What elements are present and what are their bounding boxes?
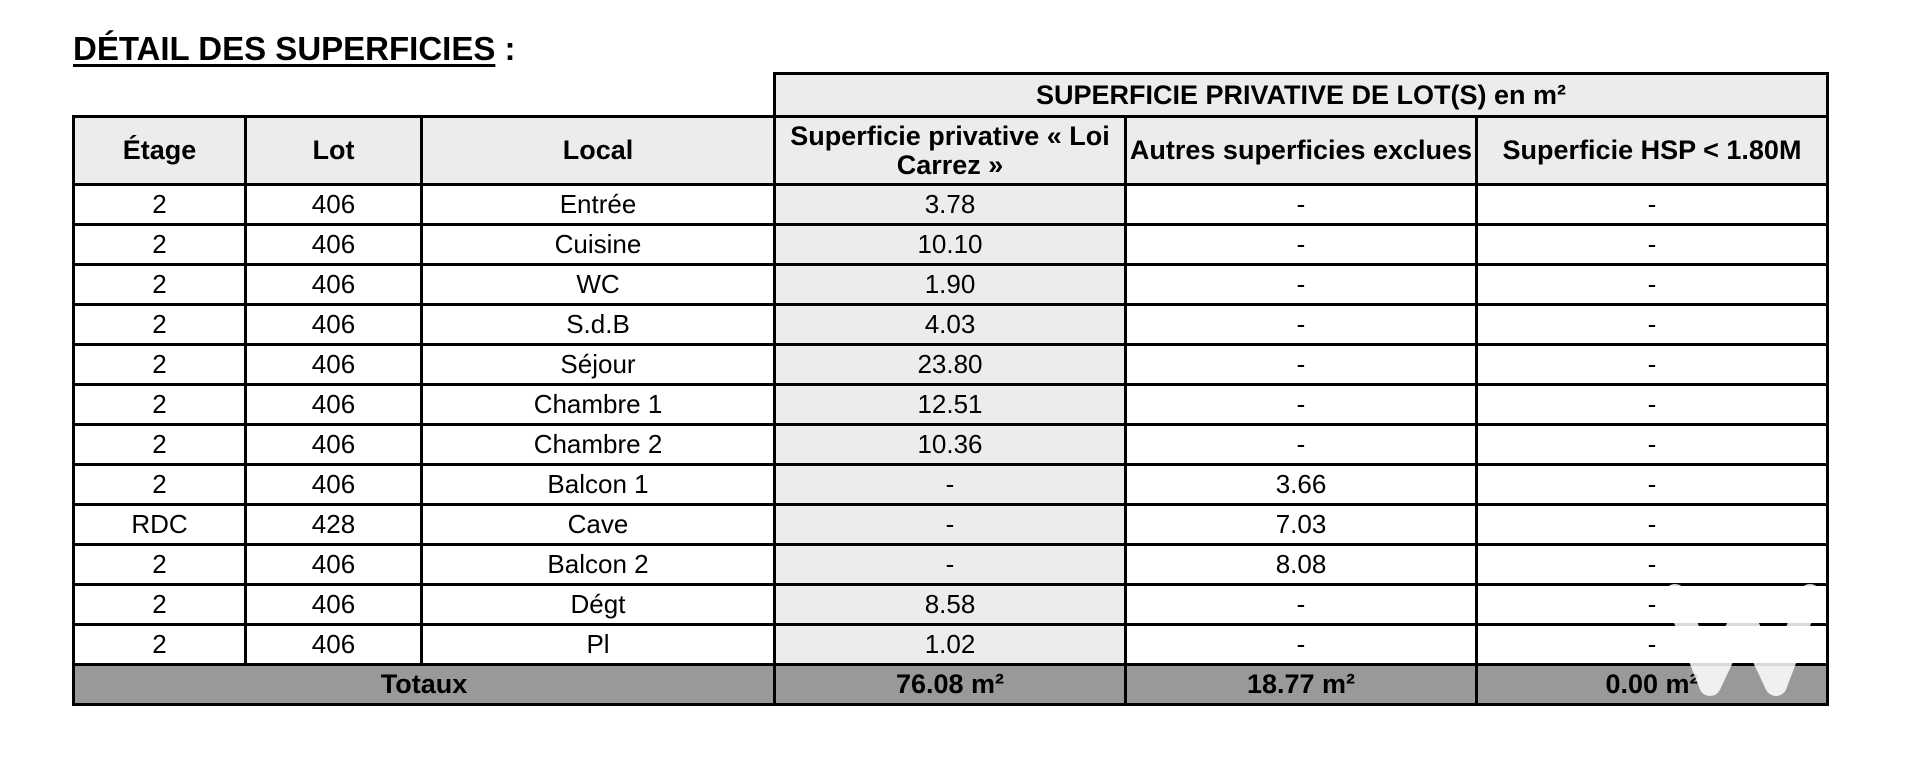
cell-local: WC [422,265,775,305]
group-header-row [74,74,1828,117]
cell-hsp: - [1477,225,1828,265]
cell-carrez: 3.78 [775,185,1126,225]
cell-carrez: 1.90 [775,265,1126,305]
cell-hsp: - [1477,385,1828,425]
cell-autres: - [1126,625,1477,665]
cell-hsp: - [1477,425,1828,465]
cell-autres: - [1126,385,1477,425]
cell-carrez: 4.03 [775,305,1126,345]
cell-etage: 2 [74,425,246,465]
cell-local: Balcon 1 [422,465,775,505]
cell-carrez: - [775,505,1126,545]
cell-autres: - [1126,185,1477,225]
cell-hsp: - [1477,625,1828,665]
cell-hsp: - [1477,545,1828,585]
table-row [74,345,1828,385]
column-header-local: Local [422,117,775,185]
cell-hsp: - [1477,185,1828,225]
table-row [74,505,1828,545]
table-row [74,465,1828,505]
document-title [73,30,516,68]
cell-hsp: - [1477,585,1828,625]
cell-local: Entrée [422,185,775,225]
cell-hsp: - [1477,305,1828,345]
cell-hsp: - [1477,505,1828,545]
cell-etage: 2 [74,305,246,345]
cell-local: Dégt [422,585,775,625]
table-row [74,585,1828,625]
cell-carrez: 23.80 [775,345,1126,385]
cell-local: Pl [422,625,775,665]
cell-autres: 8.08 [1126,545,1477,585]
table-row [74,385,1828,425]
cell-hsp: - [1477,465,1828,505]
table-row [74,625,1828,665]
cell-lot: 406 [246,345,422,385]
group-header-spacer [74,74,775,117]
total-hsp: 0.00 m² [1477,665,1828,705]
column-header-lot: Lot [246,117,422,185]
title-suffix: : [495,30,516,67]
total-carrez: 76.08 m² [775,665,1126,705]
cell-etage: 2 [74,265,246,305]
table-row [74,265,1828,305]
cell-local: Chambre 2 [422,425,775,465]
total-autres: 18.77 m² [1126,665,1477,705]
column-header-autres: Autres superficies exclues [1126,117,1477,185]
column-header-carrez: Superficie privative « Loi Carrez » [775,117,1126,185]
cell-etage: 2 [74,185,246,225]
table-row [74,185,1828,225]
cell-autres: - [1126,345,1477,385]
cell-etage: 2 [74,385,246,425]
cell-autres: - [1126,265,1477,305]
cell-etage: 2 [74,225,246,265]
totals-row [74,665,1828,705]
cell-hsp: - [1477,345,1828,385]
totals-label: Totaux [74,665,775,705]
cell-lot: 406 [246,425,422,465]
table-row [74,425,1828,465]
cell-lot: 406 [246,625,422,665]
cell-autres: 3.66 [1126,465,1477,505]
cell-lot: 428 [246,505,422,545]
table-row [74,225,1828,265]
column-header-etage: Étage [74,117,246,185]
cell-carrez: - [775,465,1126,505]
cell-local: S.d.B [422,305,775,345]
cell-lot: 406 [246,545,422,585]
cell-autres: - [1126,225,1477,265]
table-row [74,545,1828,585]
cell-etage: 2 [74,465,246,505]
table-row [74,305,1828,345]
cell-autres: - [1126,425,1477,465]
cell-lot: 406 [246,465,422,505]
cell-local: Chambre 1 [422,385,775,425]
cell-hsp: - [1477,265,1828,305]
cell-etage: 2 [74,625,246,665]
cell-carrez: 1.02 [775,625,1126,665]
cell-lot: 406 [246,225,422,265]
cell-lot: 406 [246,385,422,425]
cell-carrez: 10.10 [775,225,1126,265]
cell-carrez: - [775,545,1126,585]
cell-carrez: 8.58 [775,585,1126,625]
cell-etage: 2 [74,545,246,585]
cell-carrez: 12.51 [775,385,1126,425]
title-text: DÉTAIL DES SUPERFICIES [73,30,496,67]
cell-autres: 7.03 [1126,505,1477,545]
cell-autres: - [1126,585,1477,625]
cell-local: Cave [422,505,775,545]
cell-etage: 2 [74,345,246,385]
cell-carrez: 10.36 [775,425,1126,465]
cell-local: Balcon 2 [422,545,775,585]
column-header-row [74,117,1828,185]
cell-lot: 406 [246,265,422,305]
column-header-hsp: Superficie HSP < 1.80M [1477,117,1828,185]
cell-lot: 406 [246,305,422,345]
cell-etage: 2 [74,585,246,625]
cell-lot: 406 [246,185,422,225]
cell-local: Séjour [422,345,775,385]
cell-etage: RDC [74,505,246,545]
cell-lot: 406 [246,585,422,625]
cell-autres: - [1126,305,1477,345]
cell-local: Cuisine [422,225,775,265]
group-header-cell: SUPERFICIE PRIVATIVE DE LOT(S) en m² [775,74,1828,117]
surface-table [72,72,1829,706]
